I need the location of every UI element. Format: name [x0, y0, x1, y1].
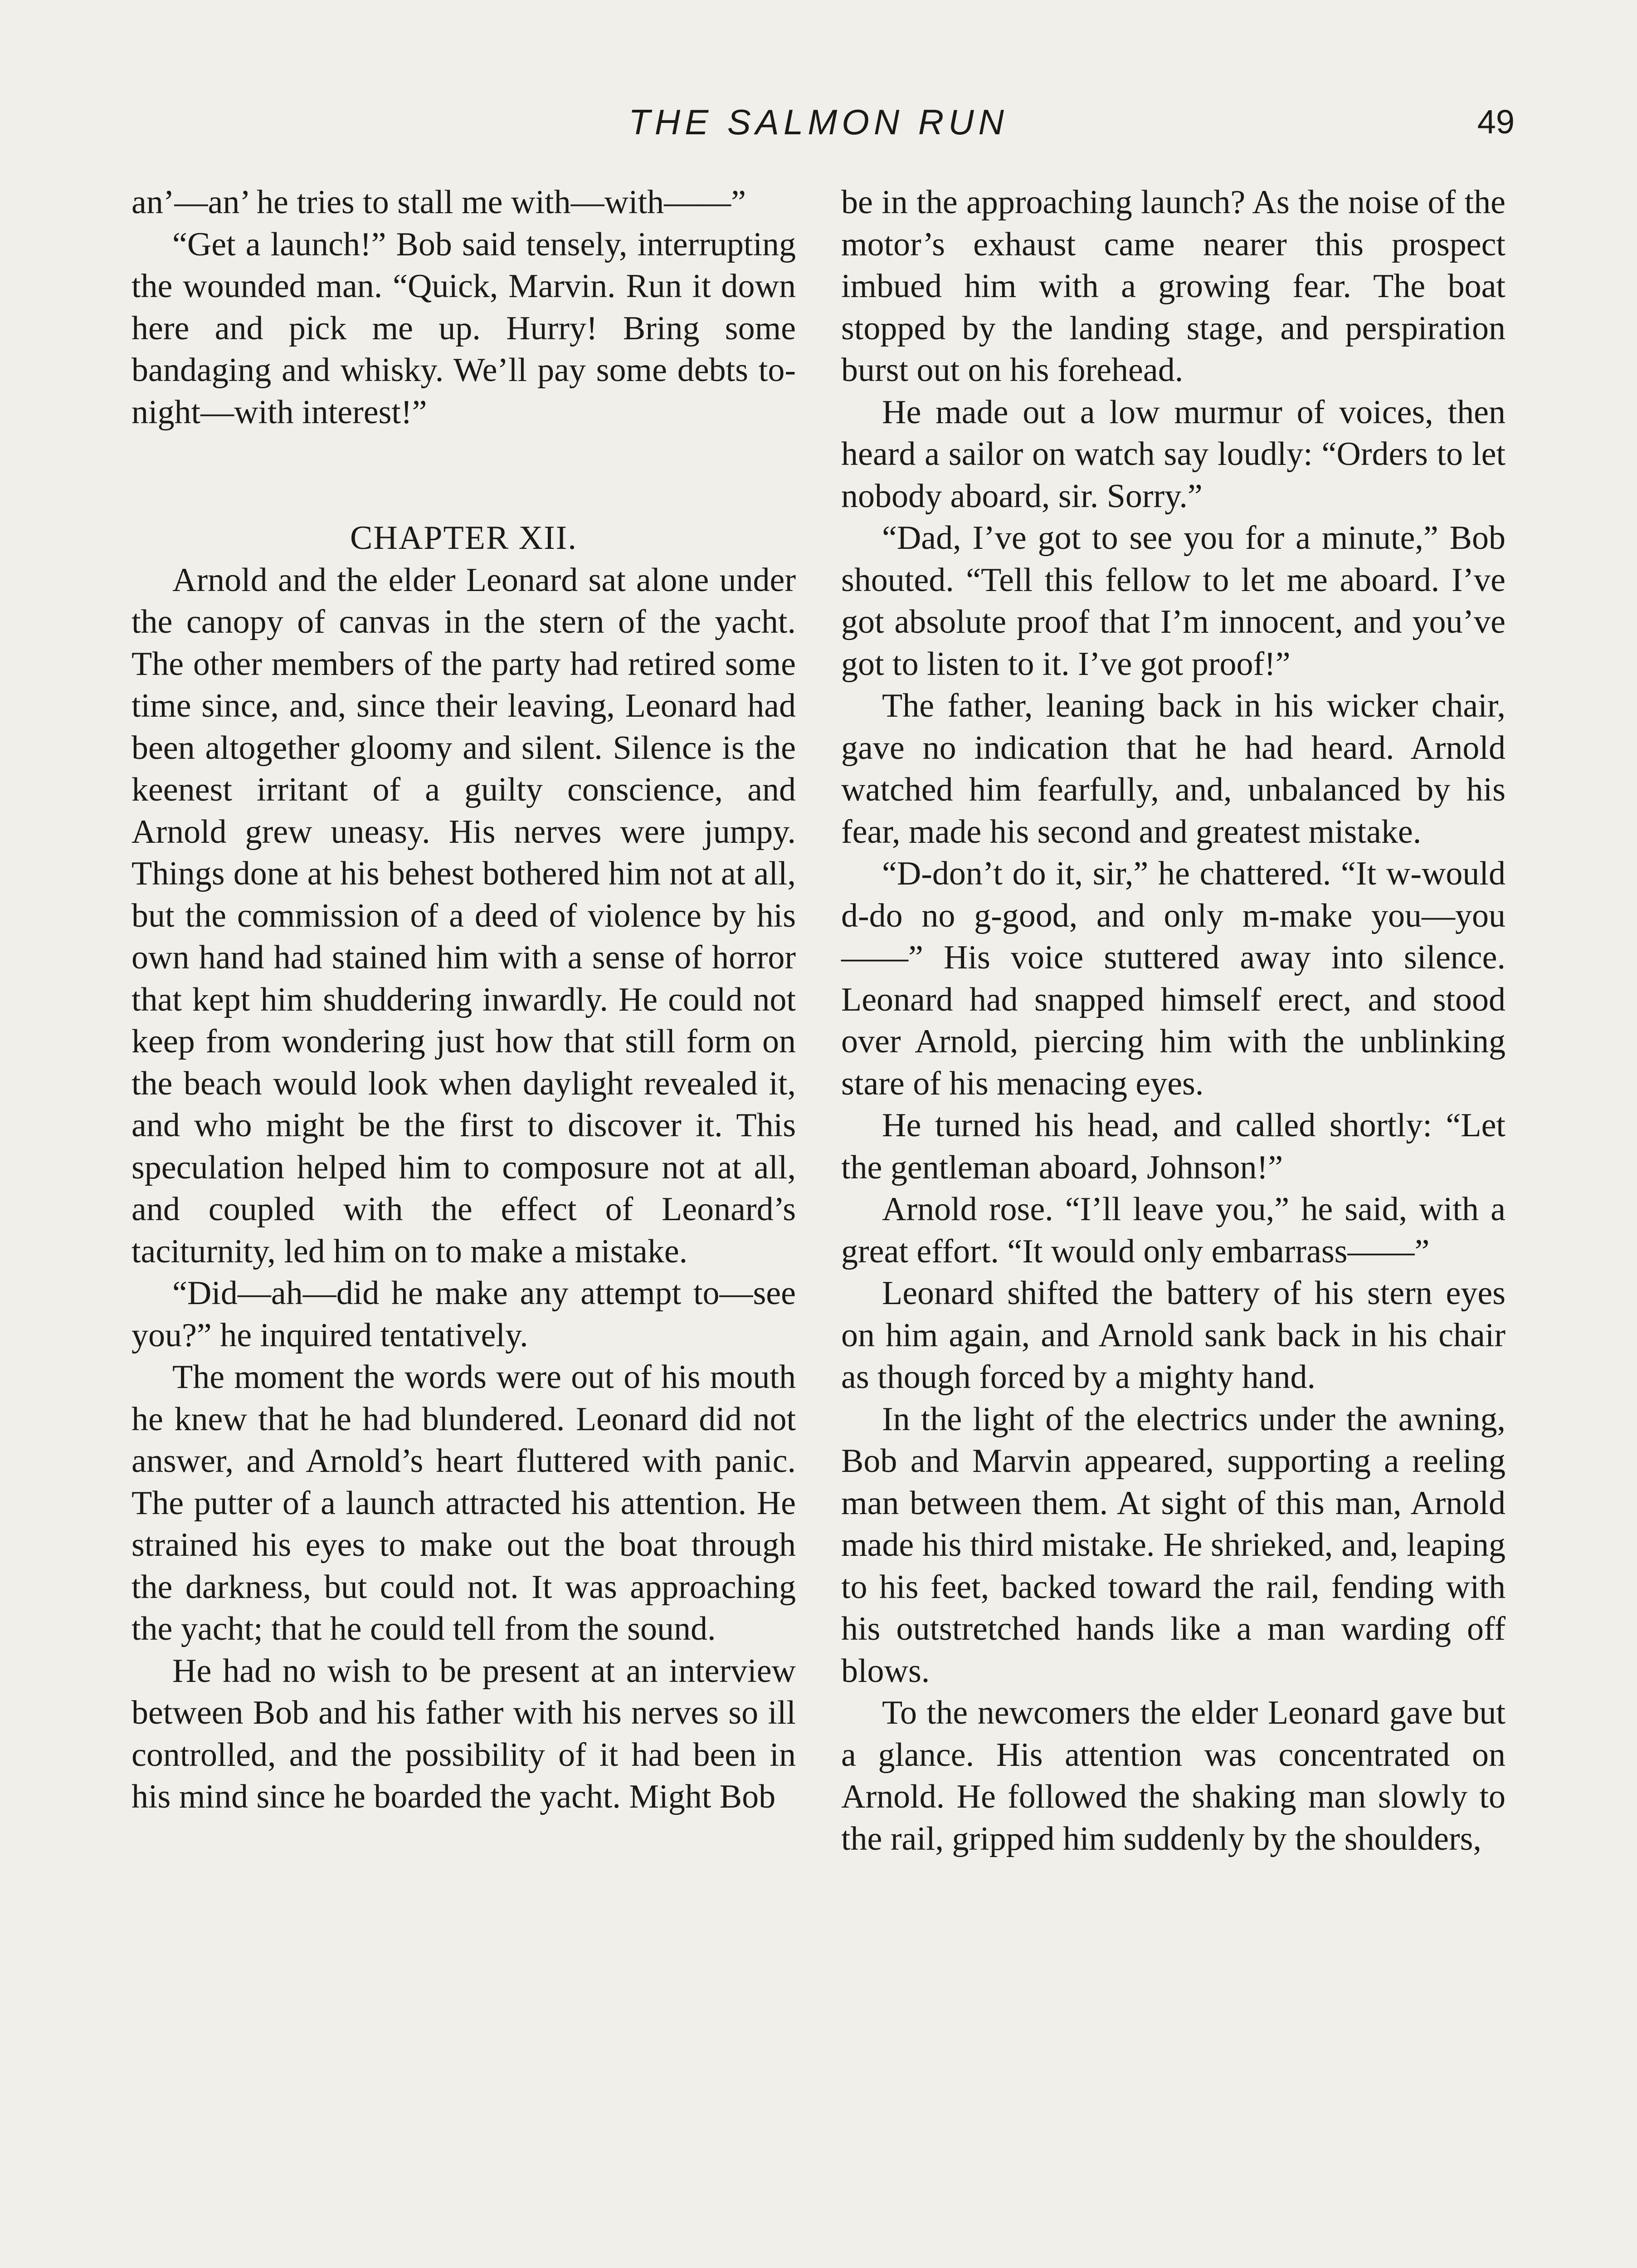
paragraph: The father, leaning back in his wicker chair, gave no indication that he had heard. Arnold watched him fearfully, and, unbalanced by his fear, made his second and greatest mistake.: [841, 687, 1505, 850]
paragraph: He made out a low murmur of voices, then heard a sailor on watch say loudly: “Orders to let nobody aboard, sir. Sorry.”: [841, 393, 1505, 515]
paragraph: “Get a launch!” Bob said tensely, interrupting the wounded man. “Quick, Marvin. Run it down here and pick me up. Hurry! Bring some bandaging and whisky. We’ll pay some debts to-night—with interest!”: [132, 225, 796, 431]
paragraph: To the newcomers the elder Leonard gave but a glance. His attention was concentrated on Arnold. He followed the shaking man slowly to the rail, gripped him suddenly by the shoulders,: [841, 1694, 1505, 1857]
paragraph: Leonard shifted the battery of his stern eyes on him again, and Arnold sank back in his chair as though forced by a mighty hand.: [841, 1275, 1505, 1396]
page-number: 49: [1477, 103, 1515, 141]
left-column: [132, 181, 796, 1818]
paragraph: Arnold rose. “I’ll leave you,” he said, with a great effort. “It would only embarrass——”: [841, 1191, 1505, 1270]
paragraph: an’—an’ he tries to stall me with—with——”: [132, 184, 746, 221]
paragraph: The moment the words were out of his mouth he knew that he had blundered. Leonard did not answer, and Arnold’s heart fluttered with panic. The putter of a launch attracted his attention. He strained his eyes to make out the boat through the darkness, but could not. It was approaching the yacht; that he could tell from the sound.: [132, 1359, 796, 1647]
paragraph: “Did—ah—did he make any attempt to—see you?” he inquired tentatively.: [132, 1275, 796, 1354]
paragraph: “D-don’t do it, sir,” he chattered. “It w-would d-do no g-good, and only m-make you—you——” His voice stuttered away into silence. Leonard had snapped himself erect, and stood over Arnold, piercing him with the unblinking stare of his menacing eyes.: [841, 855, 1505, 1102]
page-header: [0, 97, 1637, 147]
right-column: [841, 181, 1505, 1860]
paragraph: “Dad, I’ve got to see you for a minute,” Bob shouted. “Tell this fellow to let me aboard. I’ve got absolute proof that I’m innocent, and you’ve got to listen to it. I’ve got proof!”: [841, 519, 1505, 683]
running-title: THE SALMON RUN: [628, 102, 1009, 142]
paragraph: In the light of the electrics under the awning, Bob and Marvin appeared, supporting a reeling man between them. At sight of this man, Arnold made his third mistake. He shrieked, and, leaping to his feet, backed toward the rail, fending with his outstretched hands like a man warding off blows.: [841, 1400, 1505, 1690]
chapter-heading: CHAPTER XII.: [350, 519, 577, 557]
paragraph: Arnold and the elder Leonard sat alone under the canopy of canvas in the stern of the yacht. The other members of the party had retired some time since, and, since their leaving, Leonard had been altogether gloomy and silent. Silence is the keenest irritant of a guilty conscience, and Arnold grew uneasy. His nerves were jumpy. Things done at his behest bothered him not at all, but the commission of a deed of violence by his own hand had stained him with a sense of horror that kept him shuddering inwardly. He could not keep from wondering just how that still form on the beach would look when daylight revealed it, and who might be the first to discover it. This speculation helped him to composure not at all, and coupled with the effect of Leonard’s taciturnity, led him on to make a mistake.: [132, 561, 796, 1270]
paragraph: He had no wish to be present at an interview between Bob and his father with his nerves so ill controlled, and the possibility of it had been in his mind since he boarded the yacht. Might Bob: [132, 1652, 796, 1815]
paragraph: be in the approaching launch? As the noise of the motor’s exhaust came nearer this prospect imbued him with a growing fear. The boat stopped by the landing stage, and perspiration burst out on his forehead.: [841, 184, 1505, 389]
paragraph: He turned his head, and called shortly: “Let the gentleman aboard, Johnson!”: [841, 1107, 1505, 1186]
